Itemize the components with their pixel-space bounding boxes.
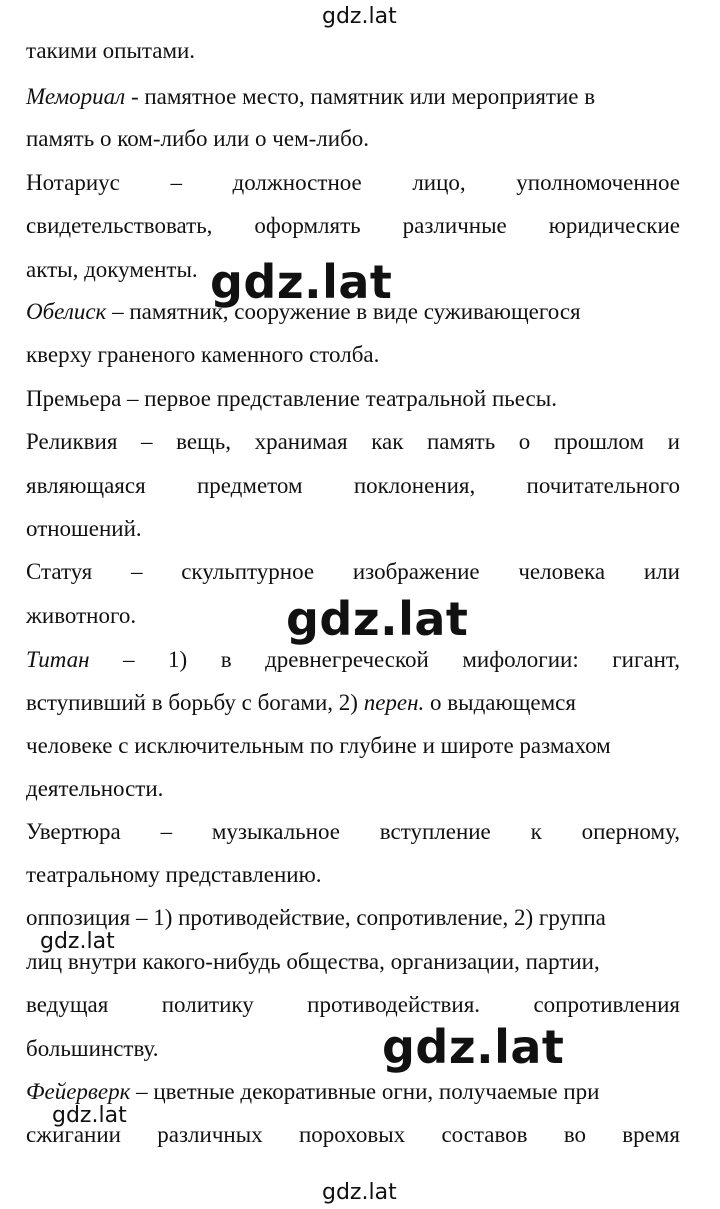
- word: или: [643, 559, 680, 584]
- word: к: [530, 819, 542, 844]
- word: во: [563, 1122, 587, 1147]
- word: свидетельствовать,: [26, 213, 213, 238]
- text-line: отношений.: [26, 516, 142, 541]
- text-line: человеке с исключительным по глубине и широте размахом: [26, 733, 611, 758]
- text-line: Премьера – первое представление театральной пьесы.: [26, 386, 557, 411]
- text-line: [26, 168, 680, 198]
- word: являющаяся: [26, 473, 146, 498]
- term-titan: Титан: [26, 647, 90, 672]
- word: в: [220, 647, 232, 672]
- text-line: такими опытами.: [26, 38, 196, 63]
- word: древнегреческой: [265, 647, 429, 672]
- word: составов: [441, 1122, 528, 1147]
- word: противодействия.: [307, 992, 481, 1017]
- text-line: кверху граненого каменного столба.: [26, 342, 380, 367]
- text-line: деятельности.: [26, 776, 164, 801]
- word: –: [170, 170, 182, 195]
- word: Увертюра: [26, 819, 121, 844]
- text-line: память о ком-либо или о чем-либо.: [26, 126, 370, 151]
- text-line: [26, 211, 680, 241]
- word: и: [667, 429, 680, 454]
- word: политику: [161, 992, 254, 1017]
- text-line: лиц внутри какого-нибудь общества, организации, партии,: [26, 949, 600, 974]
- word: сжигании: [26, 1122, 121, 1147]
- word: Нотариус: [26, 170, 120, 195]
- word: сопротивления: [533, 992, 680, 1017]
- word: –: [141, 429, 153, 454]
- word: различных: [157, 1122, 263, 1147]
- header-watermark: gdz.lat: [322, 4, 397, 29]
- word: юридические: [548, 213, 680, 238]
- term-memorial: Мемориал: [26, 84, 126, 109]
- word: Реликвия: [26, 429, 118, 454]
- text-line: [26, 557, 680, 587]
- word: время: [622, 1122, 680, 1147]
- word: должностное: [232, 170, 362, 195]
- text-line: [26, 817, 680, 847]
- watermark-logo: gdz.lat: [382, 1020, 565, 1074]
- text-line: театральному представлению.: [26, 862, 322, 887]
- word: вещь,: [176, 429, 231, 454]
- word: как: [371, 429, 404, 454]
- text-line: большинству.: [26, 1036, 159, 1061]
- text-line: оппозиция – 1) противодействие, сопротивление, 2) группа: [26, 905, 606, 930]
- word: поклонения,: [353, 473, 476, 498]
- text-line: [26, 688, 680, 718]
- text-line: [26, 471, 680, 501]
- word: 1): [168, 647, 188, 672]
- word: человека: [518, 559, 606, 584]
- definition-text: вступивший в борьбу с богами, 2): [26, 690, 364, 715]
- footer-watermark: gdz.lat: [322, 1180, 397, 1205]
- word: скульптурное: [181, 559, 315, 584]
- term-obelisk: Обелиск: [26, 299, 107, 324]
- word: лицо,: [412, 170, 466, 195]
- word: о: [518, 429, 531, 454]
- definition-text: о выдающемся: [424, 690, 576, 715]
- definition-text: – цветные декоративные огни, получаемые при: [130, 1079, 600, 1104]
- term-fireworks: Фейерверк: [26, 1079, 131, 1104]
- watermark-logo: gdz.lat: [210, 255, 393, 309]
- word: вступление: [379, 819, 491, 844]
- word: прошлом: [553, 429, 645, 454]
- word: оперному,: [581, 819, 680, 844]
- watermark-logo: gdz.lat: [286, 592, 469, 646]
- word: уполномоченное: [516, 170, 680, 195]
- text-line: [26, 427, 680, 457]
- word: предметом: [196, 473, 303, 498]
- text-line: [26, 82, 680, 112]
- abbreviation-figurative: перен.: [363, 690, 425, 715]
- watermark-small: gdz.lat: [40, 929, 115, 954]
- word: почитательного: [526, 473, 680, 498]
- word: память: [427, 429, 496, 454]
- text-line: акты, документы.: [26, 257, 198, 282]
- word: гигант,: [612, 647, 680, 672]
- watermark-small: gdz.lat: [52, 1103, 127, 1128]
- definition-text: – памятник, сооружение в виде суживающегося: [106, 299, 581, 324]
- word: различные: [402, 213, 507, 238]
- word: мифологии:: [462, 647, 579, 672]
- word: –: [160, 819, 173, 844]
- word: изображение: [352, 559, 480, 584]
- text-line: [26, 645, 680, 675]
- word: Статуя: [26, 559, 93, 584]
- text-line: животного.: [26, 603, 137, 628]
- word: –: [130, 559, 143, 584]
- word: хранимая: [254, 429, 348, 454]
- word: пороховых: [298, 1122, 406, 1147]
- word: ведущая: [26, 992, 109, 1017]
- definition-text: - памятное место, памятник или мероприятие в: [125, 84, 596, 109]
- text-line: [26, 990, 680, 1020]
- word: оформлять: [254, 213, 361, 238]
- word: –: [123, 647, 135, 672]
- word: музыкальное: [211, 819, 340, 844]
